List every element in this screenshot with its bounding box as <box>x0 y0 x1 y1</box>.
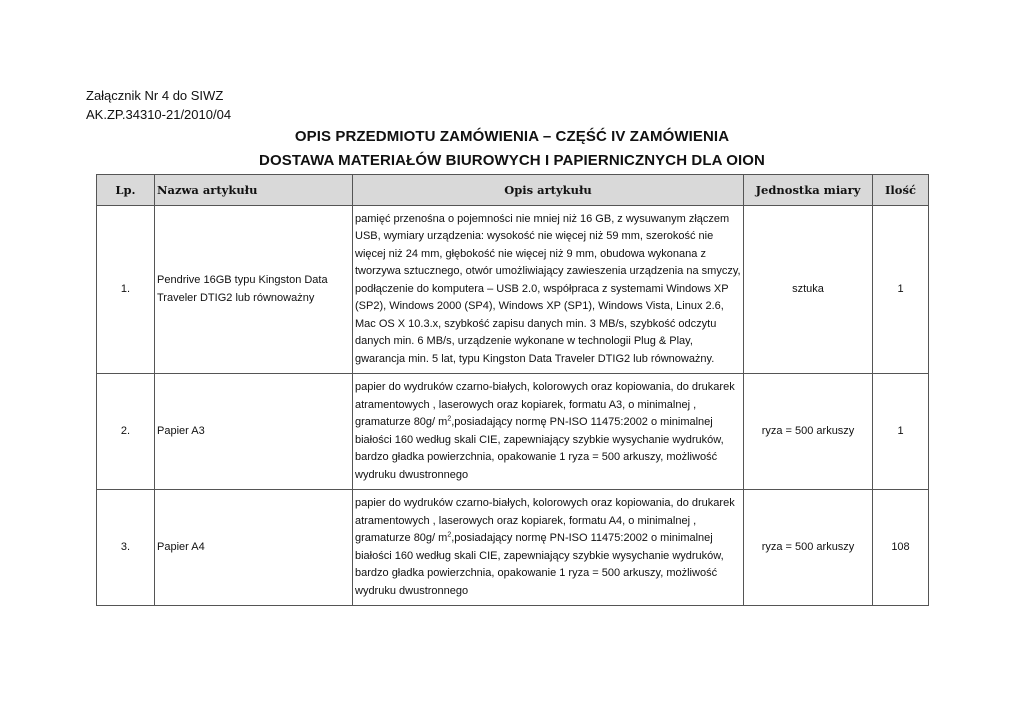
row-unit: ryza = 500 arkuszy <box>744 374 873 490</box>
table-row <box>97 374 929 490</box>
header-qty: Ilość <box>873 175 929 206</box>
row-qty: 1 <box>873 206 929 374</box>
row-qty: 108 <box>873 490 929 606</box>
header-lp: Lp. <box>97 175 155 206</box>
row-lp: 3. <box>97 490 155 606</box>
row-lp: 1. <box>97 206 155 374</box>
document-subtitle: DOSTAWA MATERIAŁÓW BIUROWYCH I PAPIERNICZNYCH DLA OION <box>259 152 765 169</box>
row-description <box>353 490 744 606</box>
superscript: 2 <box>447 415 452 423</box>
description-text: papier do wydruków czarno-białych, kolorowych oraz kopiowania, do drukarek atramentowych , laserowych oraz kopiarek, formatu A3, o minimalnej , gramaturze 80g/ m <box>355 381 735 428</box>
header-description: Opis artykułu <box>353 175 744 206</box>
header-unit: Jednostka miary <box>744 175 873 206</box>
reference-number: AK.ZP.34310-21/2010/04 <box>86 107 232 122</box>
items-table <box>96 174 929 606</box>
description-text: ,posiadający normę PN-ISO 11475:2002 o minimalnej białości 160 według skali CIE, zapewniający szybkie wysychanie wydruków, bardzo gładka powierzchnia, opakowanie 1 ryza = 500 arkuszy, możliwość wydruku dwustronnego <box>355 416 724 481</box>
row-description <box>353 374 744 490</box>
row-name: Papier A4 <box>155 490 353 606</box>
description-text: papier do wydruków czarno-białych, kolorowych oraz kopiowania, do drukarek atramentowych , laserowych oraz kopiarek, formatu A4, o minimalnej , gramaturze 80g/ m <box>355 497 735 544</box>
row-lp: 2. <box>97 374 155 490</box>
row-description: pamięć przenośna o pojemności nie mniej niż 16 GB, z wysuwanym złączem USB, wymiary urządzenia: wysokość nie więcej niż 59 mm, szerokość nie więcej niż 24 mm, głębokość nie więcej niż 9 mm, obudowa wykonana z tworzywa sztucznego, otwór umożliwiający zawieszenia urządzenia na smyczy, podłączenie do komputera – USB 2.0, współpraca z systemami Windows XP (SP2), Windows 2000 (SP4), Windows XP (SP1), Windows Vista, Linux 2.6, Mac OS X 10.3.x, szybkość zapisu danych min. 3 MB/s, szybkość odczytu danych min. 6 MB/s, urządzenie wykonane w technologii Plug & Play, gwarancja min. 5 lat, typu Kingston Data Traveler DTIG2 lub równoważny. <box>353 206 744 374</box>
table-row <box>97 206 929 374</box>
table-header-row <box>97 175 929 206</box>
row-unit: ryza = 500 arkuszy <box>744 490 873 606</box>
document-title: OPIS PRZEDMIOTU ZAMÓWIENIA – CZĘŚĆ IV ZAMÓWIENIA <box>294 128 730 145</box>
description-text: ,posiadający normę PN-ISO 11475:2002 o minimalnej białości 160 według skali CIE, zapewniający szybkie wysychanie wydruków, bardzo gładka powierzchnia, opakowanie 1 ryza = 500 arkuszy, możliwość wydruku dwustronnego <box>355 532 724 597</box>
row-name: Pendrive 16GB typu Kingston Data Traveler DTIG2 lub równoważny <box>155 206 353 374</box>
header-name: Nazwa artykułu <box>155 175 353 206</box>
row-unit: sztuka <box>744 206 873 374</box>
superscript: 2 <box>447 531 452 539</box>
table-row <box>97 490 929 606</box>
row-name: Papier A3 <box>155 374 353 490</box>
attachment-label: Załącznik Nr 4 do SIWZ <box>86 88 224 103</box>
row-qty: 1 <box>873 374 929 490</box>
